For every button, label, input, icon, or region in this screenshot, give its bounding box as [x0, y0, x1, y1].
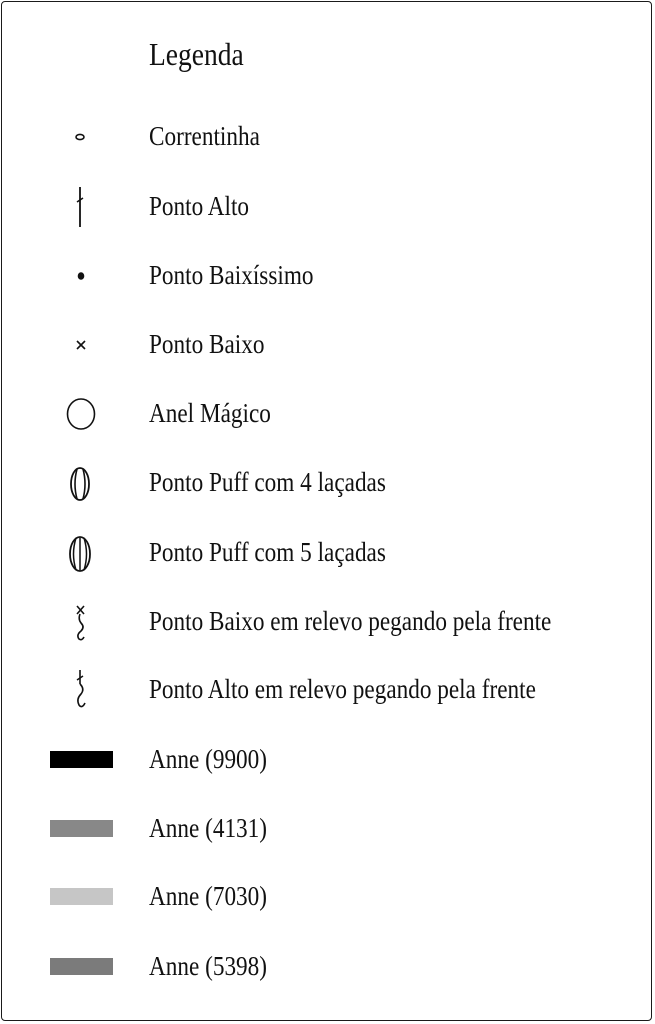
legend-label: Anne (4131)	[149, 813, 268, 843]
legend-item-correntinha	[2, 117, 655, 157]
double-crochet-icon	[42, 187, 122, 227]
legend-item-alto-relevo	[2, 670, 655, 710]
single-crochet-icon	[42, 325, 122, 365]
chain-stitch-icon	[42, 117, 122, 157]
color-swatch	[50, 751, 113, 768]
front-post-single-crochet-icon	[42, 602, 122, 642]
front-post-double-crochet-icon	[42, 670, 122, 710]
legend-label: Ponto Alto	[149, 191, 250, 221]
legend-item-ponto-baixo	[2, 325, 655, 365]
legend-color-4131	[2, 809, 655, 849]
legend-label: Ponto Baixo	[149, 329, 265, 359]
legend-label: Correntinha	[149, 121, 260, 151]
legend-color-9900	[2, 740, 655, 780]
legend-item-ponto-baixissimo	[2, 256, 655, 296]
legend-label: Ponto Alto em relevo pegando pela frente	[149, 674, 536, 704]
legend-item-puff-5	[2, 533, 655, 573]
color-swatch	[50, 888, 113, 905]
puff-stitch-5-icon	[42, 533, 122, 573]
legend-item-ponto-alto	[2, 187, 655, 227]
legend-item-puff-4	[2, 463, 655, 503]
puff-stitch-4-icon	[42, 463, 122, 503]
legend-panel	[1, 1, 652, 1021]
legend-label: Anne (7030)	[149, 881, 268, 911]
legend-color-5398	[2, 947, 655, 987]
legend-item-anel-magico	[2, 394, 655, 434]
color-swatch-container	[42, 877, 122, 917]
legend-label: Ponto Baixíssimo	[149, 260, 314, 290]
legend-label: Ponto Puff com 5 laçadas	[149, 537, 386, 567]
legend-color-7030	[2, 877, 655, 917]
color-swatch-container	[42, 947, 122, 987]
legend-label: Ponto Baixo em relevo pegando pela frente	[149, 606, 552, 636]
color-swatch-container	[42, 740, 122, 780]
legend-label: Anel Mágico	[149, 398, 271, 428]
legend-label: Ponto Puff com 4 laçadas	[149, 467, 386, 497]
color-swatch	[50, 820, 113, 837]
color-swatch	[50, 958, 113, 975]
legend-label: Anne (9900)	[149, 744, 268, 774]
legend-title: Legenda	[149, 36, 244, 72]
slip-stitch-icon	[42, 256, 122, 296]
legend-item-baixo-relevo	[2, 602, 655, 642]
legend-label: Anne (5398)	[149, 951, 268, 981]
magic-ring-icon	[42, 394, 122, 434]
color-swatch-container	[42, 809, 122, 849]
